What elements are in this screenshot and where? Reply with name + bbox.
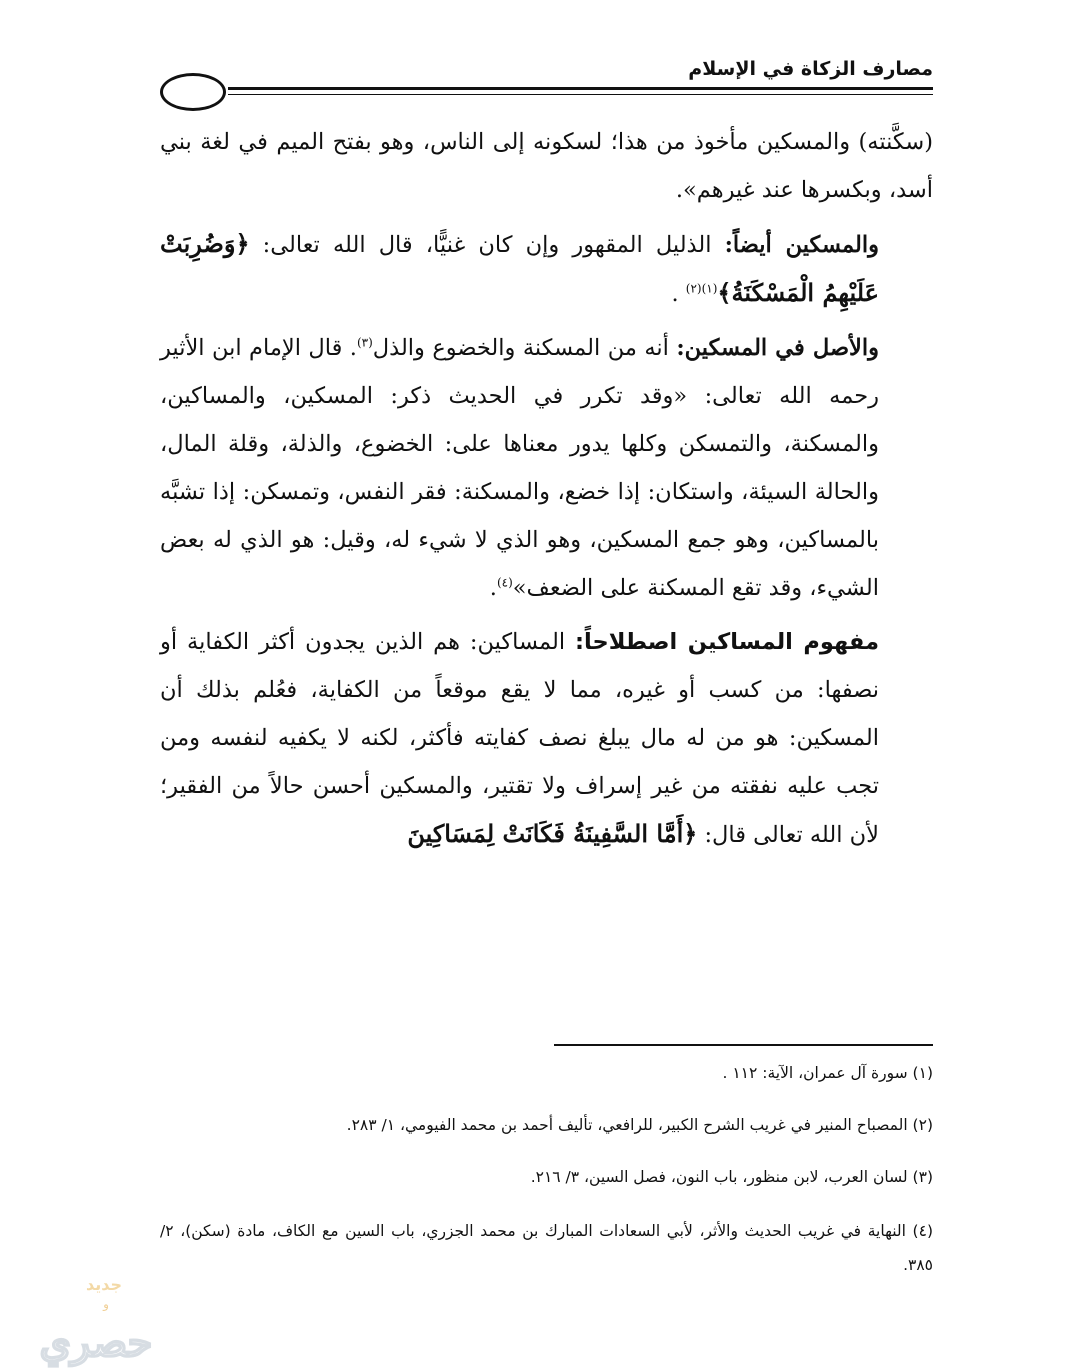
footnote-1: (١) سورة آل عمران، الآية: ١١٢ . xyxy=(722,1064,933,1082)
paragraph-text: أنه من المسكنة والخضوع والذل xyxy=(372,335,677,361)
paragraph-text: الذليل المقهور وإن كان غنيًّا، قال الله تعالى: xyxy=(249,232,725,258)
body-text xyxy=(160,118,933,865)
paragraph-text: . xyxy=(671,281,686,307)
watermark-logo xyxy=(34,1268,160,1368)
term-heading: والمسكين أيضاً: xyxy=(724,232,880,258)
header-oval-ornament xyxy=(160,73,226,111)
term-heading: والأصل في المسكين: xyxy=(676,335,880,361)
paragraph-text: المساكين: هم الذين يجدون أكثر الكفاية أو نصفها: من كسب أو غيره، مما لا يقع موقعاً من الكفاية، فعُلم بذلك أن المسكين: هو من له مال يبلغ نصف كفايته فأكثر، لكنه لا يكفيه لنفسه ومن تجب عليه نفقته من غير إسراف ولا تقتير، والمسكين أحسن حالاً من الفقير؛ لأن الله تعالى قال: xyxy=(160,629,879,848)
footnotes xyxy=(160,1058,933,1304)
footnote-3: (٣) لسان العرب، لابن منظور، باب النون، فصل السين، ٣/ ٢١٦. xyxy=(530,1168,933,1186)
footnote-2: (٢) المصباح المنير في غريب الشرح الكبير، للرافعي، تأليف أحمد بن محمد الفيومي، ١/ ٢٨٣. xyxy=(346,1116,933,1134)
watermark-text: جديد xyxy=(85,1275,123,1294)
quran-verse: ﴿أَمَّا السَّفِينَةُ فَكَانَتْ لِمَسَاكِينَ xyxy=(407,819,698,848)
paragraph-4 xyxy=(160,618,933,859)
paragraph-1: (سكَّنته) والمسكين مأخوذ من هذا؛ لسكونه إلى الناس، وهو بفتح الميم في لغة بني أسد، وبكسرها عند غيرهم». xyxy=(160,129,933,203)
watermark-mark: حصري xyxy=(39,1319,153,1366)
quran-verse: ﴿وَضُرِبَتْ عَلَيْهِمُ الْمَسْكَنَةُ﴾ xyxy=(160,229,879,307)
paragraph-3 xyxy=(160,324,933,612)
header-rule-thick xyxy=(228,87,933,90)
footnote-separator xyxy=(554,1044,933,1046)
paragraph-text: . قال الإمام ابن الأثير رحمه الله تعالى: «وقد تكرر في الحديث ذكر: المسكين، والمساكين، والمسكنة، والتمسكن وكلها يدور معناها على: الخضوع، والذلة، وقلة المال، والحالة السيئة، واستكان: إذا خضع، والمسكنة: فقر النفس، وتمسكن: إذا تشبَّه بالمساكين، وهو جمع المسكين، وهو الذي لا شيء له، وقيل: هو الذي له بعض الشيء، وقد تقع المسكنة على الضعف» xyxy=(160,335,879,601)
footnote-ref: (٤) xyxy=(496,575,513,590)
term-heading: مفهوم المساكين اصطلاحاً: xyxy=(575,629,880,655)
paragraph-text: . xyxy=(489,575,497,601)
paragraph-2 xyxy=(160,220,933,318)
footnote-4: (٤) النهاية في غريب الحديث والأثر، لأبي السعادات المبارك بن محمد الجزري، باب السين مع الكاف، مادة (سكن)، ٢/ ٣٨٥. xyxy=(160,1222,933,1274)
watermark-sub: و xyxy=(103,1297,109,1311)
footnote-ref: (١)(٢) xyxy=(685,281,718,296)
footnote-ref: (٣) xyxy=(356,335,373,350)
running-header-title: مصارف الزكاة في الإسلام xyxy=(688,58,933,80)
header-rule-thin xyxy=(228,94,933,95)
